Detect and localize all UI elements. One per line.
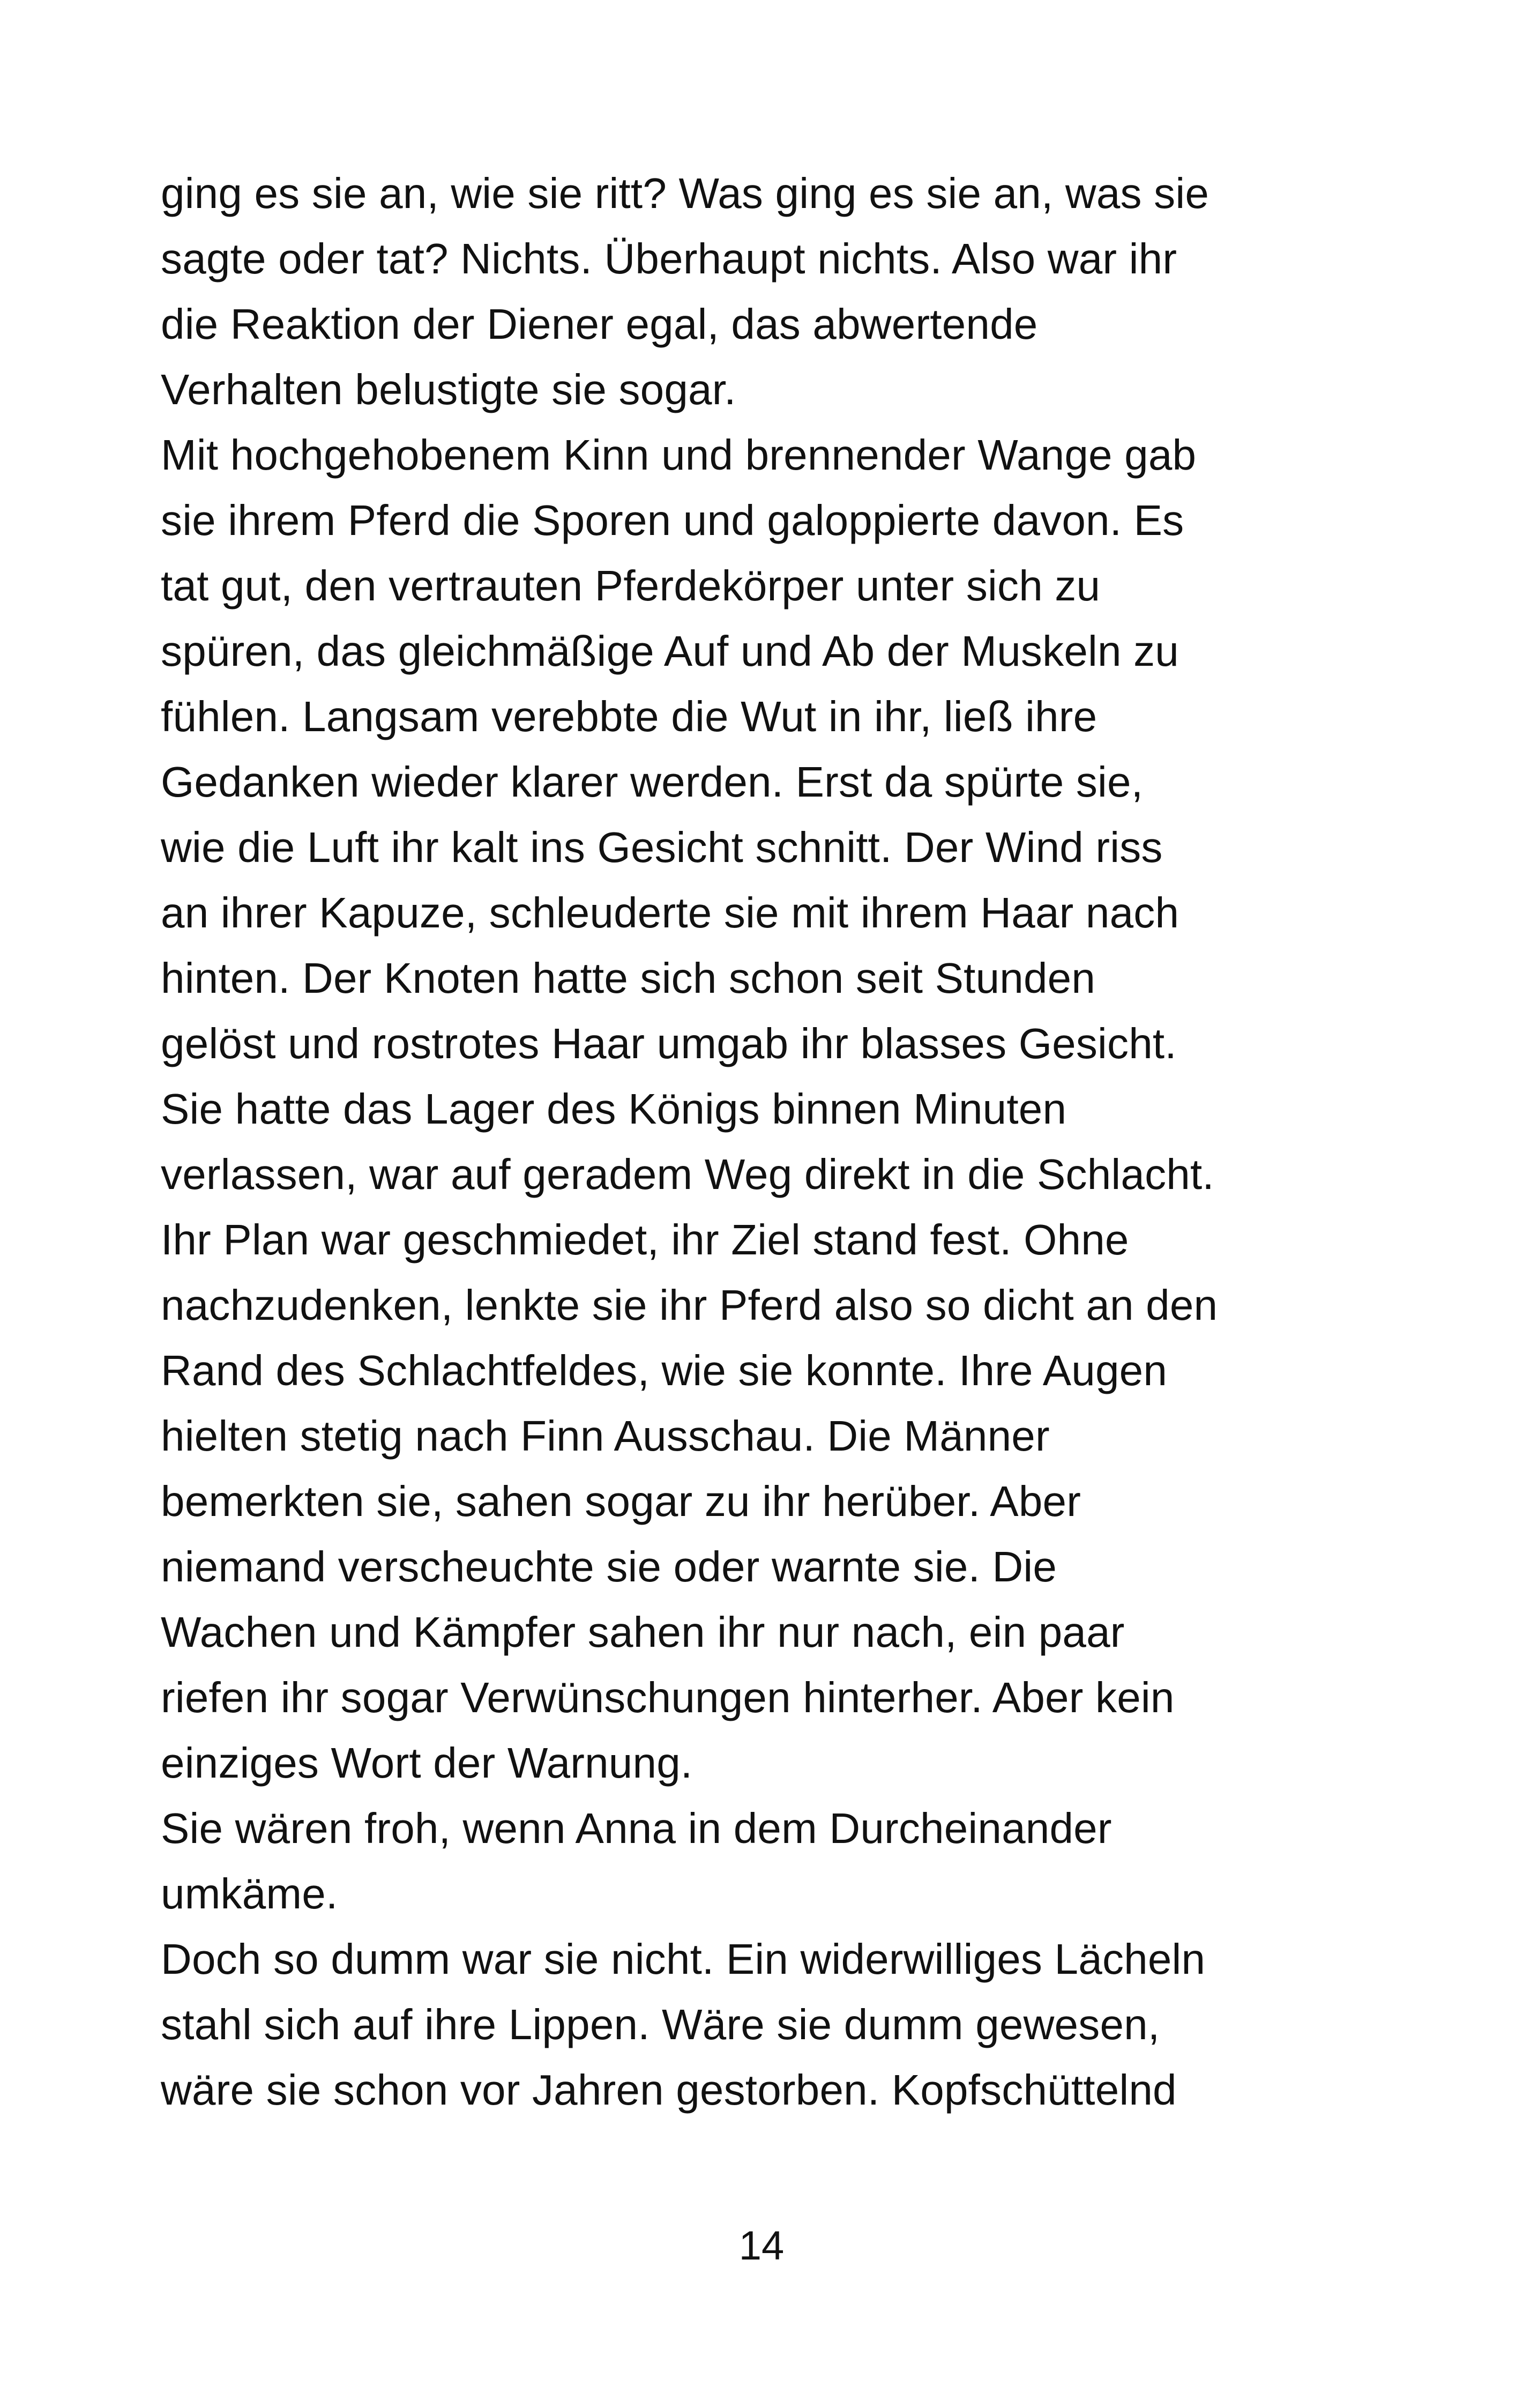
text-line: Doch so dumm war sie nicht. Ein widerwilliges Lächeln bbox=[161, 1935, 1206, 1983]
text-line: verlassen, war auf geradem Weg direkt in die Schlacht. bbox=[161, 1150, 1214, 1198]
text-line: tat gut, den vertrauten Pferdekörper unter sich zu bbox=[161, 562, 1101, 610]
text-line: sagte oder tat? Nichts. Überhaupt nichts. Also war ihr bbox=[161, 235, 1177, 283]
text-line: stahl sich auf ihre Lippen. Wäre sie dumm gewesen, bbox=[161, 2001, 1160, 2048]
text-line: einziges Wort der Warnung. bbox=[161, 1739, 693, 1787]
text-line: Gedanken wieder klarer werden. Erst da spürte sie, bbox=[161, 758, 1144, 806]
text-line: an ihrer Kapuze, schleuderte sie mit ihrem Haar nach bbox=[161, 889, 1179, 937]
text-line: Verhalten belustigte sie sogar. bbox=[161, 366, 736, 413]
text-line: Sie wären froh, wenn Anna in dem Durcheinander bbox=[161, 1804, 1112, 1852]
text-line: sie ihrem Pferd die Sporen und galoppierte davon. Es bbox=[161, 496, 1184, 544]
text-line: Wachen und Kämpfer sahen ihr nur nach, ein paar bbox=[161, 1608, 1125, 1656]
text-line: Mit hochgehobenem Kinn und brennender Wange gab bbox=[161, 431, 1197, 479]
page-number: 14 bbox=[738, 2223, 785, 2269]
text-line: wäre sie schon vor Jahren gestorben. Kopfschüttelnd bbox=[161, 2066, 1177, 2114]
text-line: gelöst und rostrotes Haar umgab ihr blasses Gesicht. bbox=[161, 1020, 1177, 1067]
text-line: nachzudenken, lenkte sie ihr Pferd also so dicht an den bbox=[161, 1281, 1218, 1329]
text-line: riefen ihr sogar Verwünschungen hinterher. Aber kein bbox=[161, 1674, 1175, 1721]
text-line: spüren, das gleichmäßige Auf und Ab der Muskeln zu bbox=[161, 627, 1179, 675]
text-line: ging es sie an, wie sie ritt? Was ging es sie an, was sie bbox=[161, 169, 1210, 217]
text-line: hielten stetig nach Finn Ausschau. Die Männer bbox=[161, 1412, 1050, 1460]
text-line: fühlen. Langsam verebbte die Wut in ihr, ließ ihre bbox=[161, 693, 1098, 740]
text-line: niemand verscheuchte sie oder warnte sie. Die bbox=[161, 1543, 1057, 1591]
text-line: Sie hatte das Lager des Königs binnen Minuten bbox=[161, 1085, 1067, 1133]
text-line: Ihr Plan war geschmiedet, ihr Ziel stand fest. Ohne bbox=[161, 1216, 1129, 1264]
text-line: Rand des Schlachtfeldes, wie sie konnte. Ihre Augen bbox=[161, 1347, 1168, 1394]
text-line: die Reaktion der Diener egal, das abwertende bbox=[161, 300, 1038, 348]
text-line: bemerkten sie, sahen sogar zu ihr herüber. Aber bbox=[161, 1477, 1081, 1525]
text-line: wie die Luft ihr kalt ins Gesicht schnitt. Der Wind riss bbox=[161, 823, 1163, 871]
text-line: hinten. Der Knoten hatte sich schon seit Stunden bbox=[161, 954, 1096, 1002]
text-line: umkäme. bbox=[161, 1870, 338, 1918]
body-text bbox=[161, 161, 1393, 2123]
